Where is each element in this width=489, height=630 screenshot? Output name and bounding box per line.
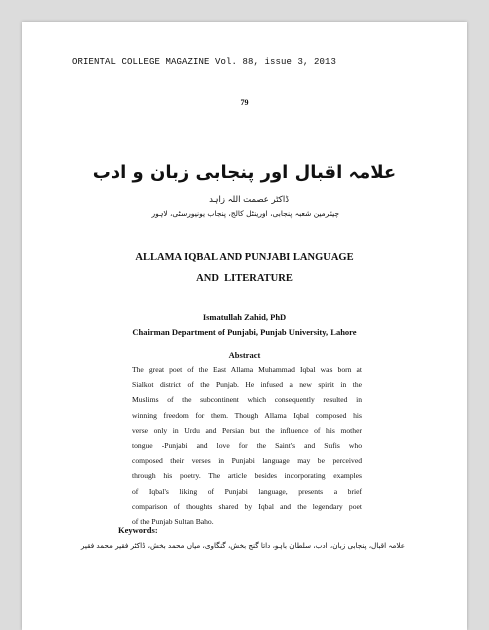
abstract-line: of Iqbal's liking of Punjabi language, presents a brief	[132, 486, 362, 496]
page-number: 79	[240, 98, 249, 107]
article-title	[22, 247, 467, 289]
article-title-line1: ALLAMA IQBAL AND PUNJABI LANGUAGE	[135, 252, 354, 263]
abstract-line: through his poetry. The article besides incorporating examples	[132, 471, 362, 481]
abstract-body	[132, 362, 362, 529]
document-page	[22, 22, 467, 630]
author-name: Ismatullah Zahid, PhD	[202, 312, 287, 322]
keywords-heading: Keywords:	[118, 525, 158, 535]
abstract-line: verse only in Urdu and Persian but the influence of his mother	[132, 425, 362, 435]
abstract-line: The great poet of the East Allama Muhammad Iqbal was born at	[132, 365, 362, 374]
abstract-line: comparison of thoughts shared by Iqbal and the legendary poet	[132, 501, 362, 511]
abstract-line: Sialkot district of the Punjab. He infused a new spirit in the	[132, 380, 362, 390]
abstract-line: tongue -Punjabi and love for the Saint's and Sufis who	[132, 441, 362, 451]
article-title-line2: AND LITERATURE	[196, 273, 293, 284]
journal-header: ORIENTAL COLLEGE MAGAZINE Vol. 88, issue 3, 2013	[72, 57, 337, 67]
abstract-line: winning freedom for them. Though Allama Iqbal composed his	[132, 410, 362, 420]
author-affiliation: Chairman Department of Punjabi, Punjab University, Lahore	[132, 327, 357, 337]
urdu-title: علامہ اقبال اور پنجابی زبان و ادب	[92, 162, 397, 183]
abstract-heading: Abstract	[228, 350, 261, 360]
urdu-affiliation: چیئرمین شعبہ پنجابی، اورینٹل کالج، پنجاب یونیورسٹی، لاہور	[151, 209, 339, 218]
urdu-author: ڈاکٹر عصمت اللہ زاہد	[209, 195, 289, 205]
keywords-urdu: علامہ اقبال، پنجابی زبان، ادب، سلطان باہو، داتا گنج بخش، گنگاوی، میاں محمد بخش، ڈاکٹر فقیر محمد فقیر	[80, 541, 405, 550]
abstract-line: of the Punjab Sultan Baho.	[132, 517, 214, 527]
abstract-line: Muslims of the subcontinent which consequently resulted in	[132, 395, 362, 405]
abstract-line: composed their verses in Punjabi language may be perceived	[132, 456, 362, 466]
